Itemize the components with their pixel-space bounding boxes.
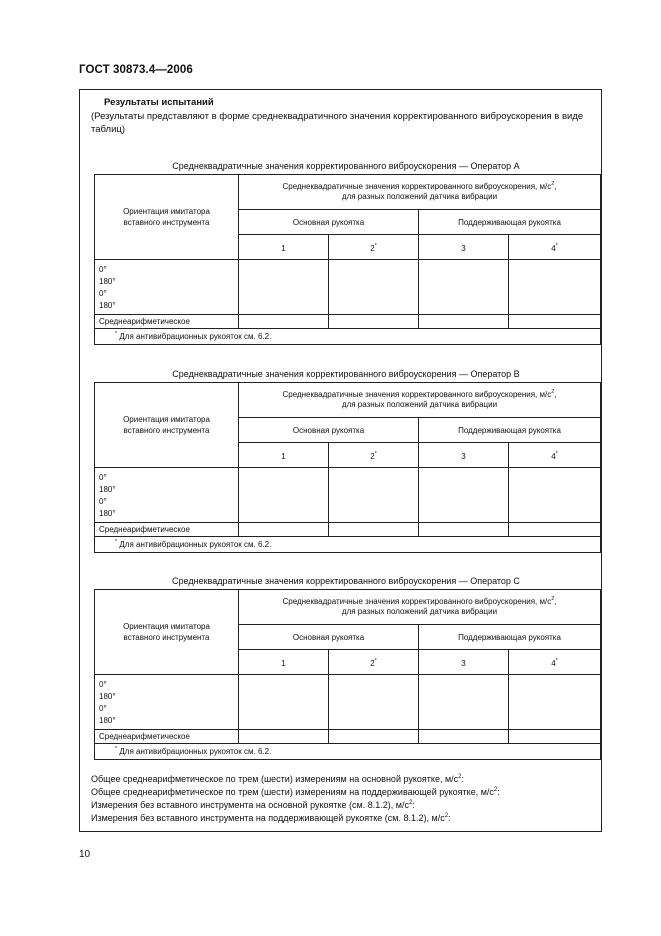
support-handle-header: Поддерживающая рукоятка <box>419 625 601 650</box>
position-4-header: 4* <box>509 650 601 675</box>
value-cell <box>509 468 601 523</box>
average-cell <box>329 730 419 744</box>
value-cell <box>329 468 419 523</box>
summary-section <box>91 773 500 825</box>
summary-support-handle-no-tool: Измерения без вставного инструмента на поддерживающей рукоятке (см. 8.1.2), $м/с^2$: <box>91 813 451 823</box>
page-number: 10 <box>79 849 91 860</box>
main-handle-header: Основная рукоятка <box>239 210 419 235</box>
value-cell <box>419 675 509 730</box>
value-cell <box>239 675 329 730</box>
average-cell <box>419 523 509 537</box>
average-cell <box>239 315 329 329</box>
summary-main-handle-average: Общее среднеарифметическое по трем (шести) измерениям на основной рукоятке, $м/с^2$: <box>91 774 465 784</box>
results-table-operator-a <box>94 174 601 345</box>
value-cell <box>419 260 509 315</box>
table-footnote: * Для антивибрационных рукояток см. 6.2. <box>95 329 601 345</box>
average-row-label: Среднеарифметическое <box>95 730 239 744</box>
position-4-header: 4* <box>509 443 601 468</box>
orientation-angles: 0° 180° 0° 180° <box>95 675 239 730</box>
table-caption-operator-b: Среднеквадратичные значения корректированного виброускорения — Оператор В <box>172 369 520 379</box>
position-2-header: 2* <box>329 235 419 260</box>
position-3-header: 3 <box>419 443 509 468</box>
value-cell <box>239 468 329 523</box>
summary-support-handle-average: Общее среднеарифметическое по трем (шести) измерениям на поддерживающей рукоятке, $м/с^2$: <box>91 787 500 797</box>
average-cell <box>509 523 601 537</box>
position-1-header: 1 <box>239 650 329 675</box>
average-cell <box>329 523 419 537</box>
average-cell <box>329 315 419 329</box>
main-handle-header: Основная рукоятка <box>239 625 419 650</box>
orientation-header: Ориентация имитатора вставного инструмента <box>95 383 239 468</box>
orientation-angles: 0° 180° 0° 180° <box>95 468 239 523</box>
position-2-header: 2* <box>329 443 419 468</box>
average-cell <box>509 315 601 329</box>
table-footnote: * Для антивибрационных рукояток см. 6.2. <box>95 744 601 760</box>
average-cell <box>239 730 329 744</box>
position-1-header: 1 <box>239 443 329 468</box>
table-footnote: * Для антивибрационных рукояток см. 6.2. <box>95 537 601 553</box>
results-table-operator-c <box>94 589 601 760</box>
vibration-values-header: Среднеквадратичные значения корректированного виброускорения, $м/с^2$, для разных положений датчика вибрации <box>239 175 601 210</box>
average-row-label: Среднеарифметическое <box>95 523 239 537</box>
table-caption-operator-a: Среднеквадратичные значения корректированного виброускорения — Оператор А <box>172 161 520 171</box>
value-cell <box>329 260 419 315</box>
vibration-values-header: Среднеквадратичные значения корректированного виброускорения, $м/с^2$, для разных положений датчика вибрации <box>239 590 601 625</box>
position-1-header: 1 <box>239 235 329 260</box>
position-2-header: 2* <box>329 650 419 675</box>
average-row-label: Среднеарифметическое <box>95 315 239 329</box>
position-4-header: 4* <box>509 235 601 260</box>
value-cell <box>419 468 509 523</box>
document-header: ГОСТ 30873.4—2006 <box>79 64 193 76</box>
orientation-angles: 0° 180° 0° 180° <box>95 260 239 315</box>
results-table-operator-b <box>94 382 601 553</box>
average-cell <box>239 523 329 537</box>
orientation-header: Ориентация имитатора вставного инструмента <box>95 590 239 675</box>
results-title: Результаты испытаний <box>104 97 214 108</box>
orientation-header: Ориентация имитатора вставного инструмента <box>95 175 239 260</box>
value-cell <box>239 260 329 315</box>
average-cell <box>419 315 509 329</box>
summary-main-handle-no-tool: Измерения без вставного инструмента на основной рукоятке (см. 8.1.2), $м/с^2$: <box>91 800 415 810</box>
average-cell <box>509 730 601 744</box>
position-3-header: 3 <box>419 235 509 260</box>
vibration-values-header: Среднеквадратичные значения корректированного виброускорения, $м/с^2$, для разных положений датчика вибрации <box>239 383 601 418</box>
value-cell <box>509 675 601 730</box>
results-description: (Результаты представляют в форме среднеквадратичного значения корректированного виброускорения в виде таблиц) <box>91 111 584 135</box>
main-handle-header: Основная рукоятка <box>239 418 419 443</box>
support-handle-header: Поддерживающая рукоятка <box>419 210 601 235</box>
average-cell <box>419 730 509 744</box>
value-cell <box>509 260 601 315</box>
table-caption-operator-c: Среднеквадратичные значения корректированного виброускорения — Оператор С <box>172 576 520 586</box>
support-handle-header: Поддерживающая рукоятка <box>419 418 601 443</box>
position-3-header: 3 <box>419 650 509 675</box>
value-cell <box>329 675 419 730</box>
